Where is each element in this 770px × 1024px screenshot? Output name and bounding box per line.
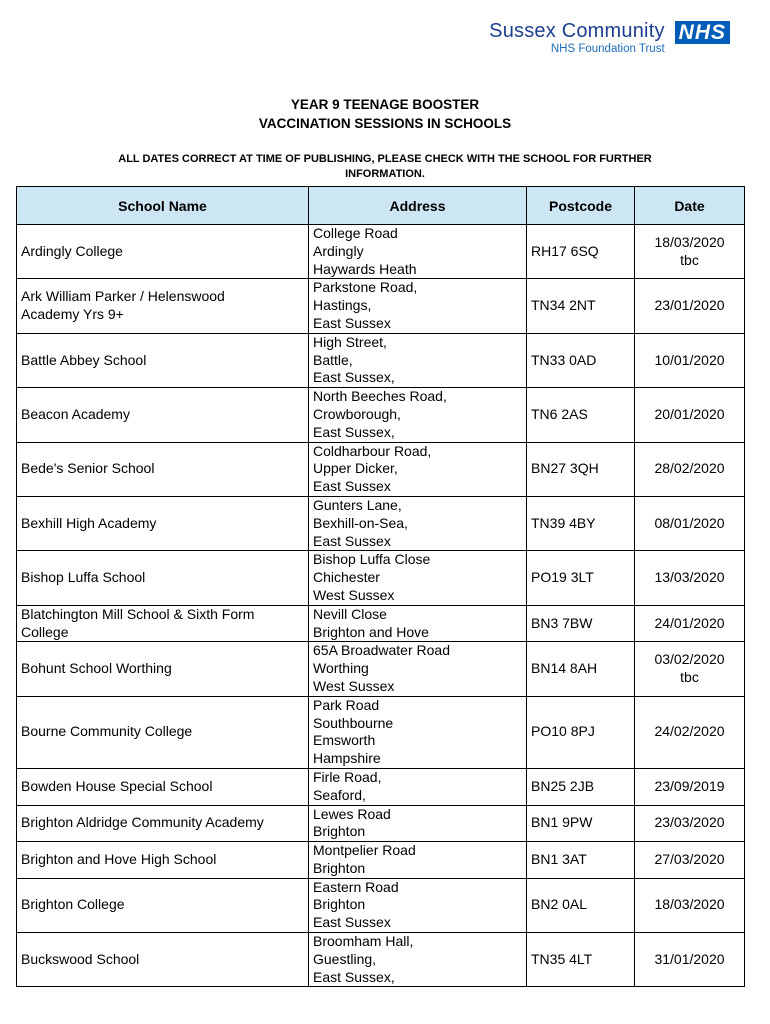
- address-cell-line: High Street,: [313, 333, 387, 350]
- address-cell-line: Haywards Heath: [313, 260, 417, 277]
- address-cell: [309, 842, 527, 879]
- title-line: YEAR 9 TEENAGE BOOSTER: [290, 97, 480, 112]
- school-name-cell: [17, 496, 309, 550]
- school-name-cell: [17, 225, 309, 279]
- address-cell: [309, 605, 527, 642]
- school-name-cell-line: Academy Yrs 9+: [21, 306, 124, 323]
- school-name-cell: [17, 333, 309, 387]
- address-cell-line: East Sussex: [313, 314, 391, 331]
- postcode-cell: TN35 4LT: [527, 933, 635, 987]
- address-cell: [309, 388, 527, 442]
- address-cell-line: Eastern Road: [313, 878, 399, 895]
- school-name-cell-line: Buckswood School: [21, 950, 140, 967]
- postcode-cell: BN1 9PW: [527, 805, 635, 842]
- address-cell-line: Brighton and Hove: [313, 623, 429, 640]
- date-cell: [635, 225, 745, 279]
- school-name-cell: [17, 388, 309, 442]
- address-cell-line: Brighton: [313, 823, 366, 840]
- school-name-cell-line: Bourne Community College: [21, 723, 193, 740]
- date-cell-line: 08/01/2020: [654, 514, 725, 531]
- postcode-cell: BN2 0AL: [527, 878, 635, 932]
- address-cell: [309, 225, 527, 279]
- address-cell: [309, 878, 527, 932]
- postcode-cell: BN27 3QH: [527, 442, 635, 496]
- address-cell-line: Worthing: [313, 660, 369, 677]
- date-cell: [635, 642, 745, 696]
- address-cell-line: Brighton: [313, 859, 366, 876]
- header-date: Date: [635, 187, 745, 225]
- postcode-cell: TN34 2NT: [527, 279, 635, 333]
- table-row: [17, 878, 745, 932]
- address-cell: [309, 551, 527, 605]
- postcode-cell: TN39 4BY: [527, 496, 635, 550]
- date-cell: [635, 333, 745, 387]
- date-cell-line: 27/03/2020: [654, 850, 725, 867]
- school-name-cell-line: College: [21, 623, 69, 640]
- address-cell-line: North Beeches Road,: [313, 388, 447, 405]
- notice-line: ALL DATES CORRECT AT TIME OF PUBLISHING, PLEASE CHECK WITH THE SCHOOL FOR FURTHER: [118, 153, 652, 165]
- address-cell: [309, 279, 527, 333]
- table-row: [17, 642, 745, 696]
- school-name-cell-line: Battle Abbey School: [21, 351, 147, 368]
- school-name-cell: [17, 605, 309, 642]
- date-cell: [635, 842, 745, 879]
- address-cell-line: Seaford,: [313, 786, 366, 803]
- school-name-cell-line: Ark William Parker / Helenswood: [21, 288, 225, 305]
- school-name-cell: [17, 442, 309, 496]
- date-cell-line: 03/02/2020: [654, 651, 725, 668]
- school-name-cell: [17, 768, 309, 805]
- table-row: [17, 279, 745, 333]
- date-cell-line: 23/03/2020: [654, 814, 725, 831]
- date-cell-line: 18/03/2020: [654, 233, 725, 250]
- address-cell-line: Emsworth: [313, 732, 376, 749]
- school-name-cell: [17, 878, 309, 932]
- address-cell: [309, 768, 527, 805]
- table-row: [17, 388, 745, 442]
- notice: [40, 152, 730, 182]
- trust-logo: [489, 19, 730, 56]
- address-cell-line: Park Road: [313, 696, 380, 713]
- date-cell: [635, 696, 745, 768]
- table-row: [17, 225, 745, 279]
- school-name-cell: [17, 642, 309, 696]
- sessions-table: [16, 186, 745, 987]
- table-row: [17, 805, 745, 842]
- postcode-cell: BN25 2JB: [527, 768, 635, 805]
- postcode-cell: BN3 7BW: [527, 605, 635, 642]
- address-cell-line: East Sussex,: [313, 369, 395, 386]
- address-cell-line: East Sussex: [313, 532, 391, 549]
- address-cell-line: Bexhill-on-Sea,: [313, 514, 408, 531]
- address-cell-line: Chichester: [313, 569, 380, 586]
- address-cell-line: Bishop Luffa Close: [313, 551, 431, 568]
- address-cell-line: Brighton: [313, 896, 366, 913]
- school-name-cell-line: Beacon Academy: [21, 405, 130, 422]
- date-cell: [635, 768, 745, 805]
- address-cell-line: Battle,: [313, 351, 353, 368]
- date-cell: [635, 279, 745, 333]
- date-cell: [635, 551, 745, 605]
- school-name-cell-line: Brighton College: [21, 896, 125, 913]
- logo-name: Sussex Community: [489, 20, 665, 42]
- header-address: Address: [309, 187, 527, 225]
- postcode-cell: PO19 3LT: [527, 551, 635, 605]
- table-row: [17, 605, 745, 642]
- address-cell-line: East Sussex,: [313, 968, 395, 985]
- address-cell: [309, 442, 527, 496]
- date-cell: [635, 442, 745, 496]
- table-row: [17, 768, 745, 805]
- address-cell-line: Broomham Hall,: [313, 933, 414, 950]
- nhs-badge: NHS: [675, 21, 730, 44]
- address-cell-line: Crowborough,: [313, 405, 401, 422]
- table-body: [17, 225, 745, 987]
- school-name-cell: [17, 842, 309, 879]
- address-cell-line: Montpelier Road: [313, 842, 416, 859]
- date-cell-line: tbc: [680, 669, 699, 686]
- date-cell: [635, 496, 745, 550]
- address-cell-line: East Sussex: [313, 478, 391, 495]
- header-postcode: Postcode: [527, 187, 635, 225]
- date-cell: [635, 605, 745, 642]
- table-row: [17, 333, 745, 387]
- address-cell-line: Ardingly: [313, 242, 364, 259]
- address-cell-line: Parkstone Road,: [313, 279, 418, 296]
- date-cell: [635, 805, 745, 842]
- address-cell-line: Lewes Road: [313, 805, 391, 822]
- school-name-cell: [17, 279, 309, 333]
- address-cell-line: Southbourne: [313, 714, 394, 731]
- postcode-cell: TN6 2AS: [527, 388, 635, 442]
- address-cell-line: Hastings,: [313, 297, 372, 314]
- address-cell-line: Firle Road,: [313, 768, 382, 785]
- date-cell-line: 20/01/2020: [654, 405, 725, 422]
- header-school-name: School Name: [17, 187, 309, 225]
- date-cell-line: 10/01/2020: [654, 351, 725, 368]
- address-cell-line: Nevill Close: [313, 605, 387, 622]
- address-cell: [309, 933, 527, 987]
- school-name-cell-line: Bede's Senior School: [21, 460, 155, 477]
- school-name-cell-line: Brighton and Hove High School: [21, 850, 217, 867]
- date-cell-line: tbc: [680, 251, 699, 268]
- school-name-cell-line: Bishop Luffa School: [21, 569, 146, 586]
- date-cell-line: 13/03/2020: [654, 569, 725, 586]
- date-cell-line: 24/02/2020: [654, 723, 725, 740]
- table-row: [17, 551, 745, 605]
- address-cell: [309, 333, 527, 387]
- address-cell-line: West Sussex: [313, 677, 395, 694]
- school-name-cell: [17, 933, 309, 987]
- table-row: [17, 696, 745, 768]
- date-cell-line: 31/01/2020: [654, 950, 725, 967]
- school-name-cell-line: Bowden House Special School: [21, 777, 213, 794]
- address-cell: [309, 642, 527, 696]
- table-row: [17, 442, 745, 496]
- address-cell-line: Guestling,: [313, 950, 377, 967]
- postcode-cell: BN1 3AT: [527, 842, 635, 879]
- school-name-cell-line: Bexhill High Academy: [21, 514, 157, 531]
- table-header-row: [17, 187, 745, 225]
- title-line: VACCINATION SESSIONS IN SCHOOLS: [258, 115, 512, 131]
- postcode-cell: PO10 8PJ: [527, 696, 635, 768]
- date-cell: [635, 933, 745, 987]
- notice-line: INFORMATION.: [345, 168, 425, 180]
- date-cell-line: 28/02/2020: [654, 460, 725, 477]
- document-title: [0, 96, 770, 133]
- date-cell-line: 18/03/2020: [654, 896, 725, 913]
- address-cell-line: Gunters Lane,: [313, 496, 402, 513]
- school-name-cell-line: Bohunt School Worthing: [21, 660, 172, 677]
- school-name-cell-line: Ardingly College: [21, 242, 123, 259]
- date-cell: [635, 878, 745, 932]
- address-cell-line: West Sussex: [313, 586, 395, 603]
- table-row: [17, 496, 745, 550]
- postcode-cell: RH17 6SQ: [527, 225, 635, 279]
- table-row: [17, 842, 745, 879]
- postcode-cell: TN33 0AD: [527, 333, 635, 387]
- date-cell-line: 24/01/2020: [654, 614, 725, 631]
- school-name-cell-line: Brighton Aldridge Community Academy: [21, 814, 264, 831]
- school-name-cell: [17, 805, 309, 842]
- address-cell: [309, 805, 527, 842]
- address-cell-line: East Sussex: [313, 914, 391, 931]
- date-cell: [635, 388, 745, 442]
- school-name-cell-line: Blatchington Mill School & Sixth Form: [21, 605, 255, 622]
- address-cell-line: East Sussex,: [313, 423, 395, 440]
- school-name-cell: [17, 696, 309, 768]
- logo-subtitle: NHS Foundation Trust: [550, 43, 665, 55]
- postcode-cell: BN14 8AH: [527, 642, 635, 696]
- address-cell: [309, 496, 527, 550]
- school-name-cell: [17, 551, 309, 605]
- table-row: [17, 933, 745, 987]
- address-cell: [309, 696, 527, 768]
- address-cell-line: College Road: [313, 225, 398, 241]
- date-cell-line: 23/01/2020: [654, 297, 725, 314]
- address-cell-line: Hampshire: [313, 750, 381, 767]
- address-cell-line: Coldharbour Road,: [313, 442, 432, 459]
- date-cell-line: 23/09/2019: [654, 777, 725, 794]
- address-cell-line: Upper Dicker,: [313, 460, 398, 477]
- address-cell-line: 65A Broadwater Road: [313, 642, 450, 659]
